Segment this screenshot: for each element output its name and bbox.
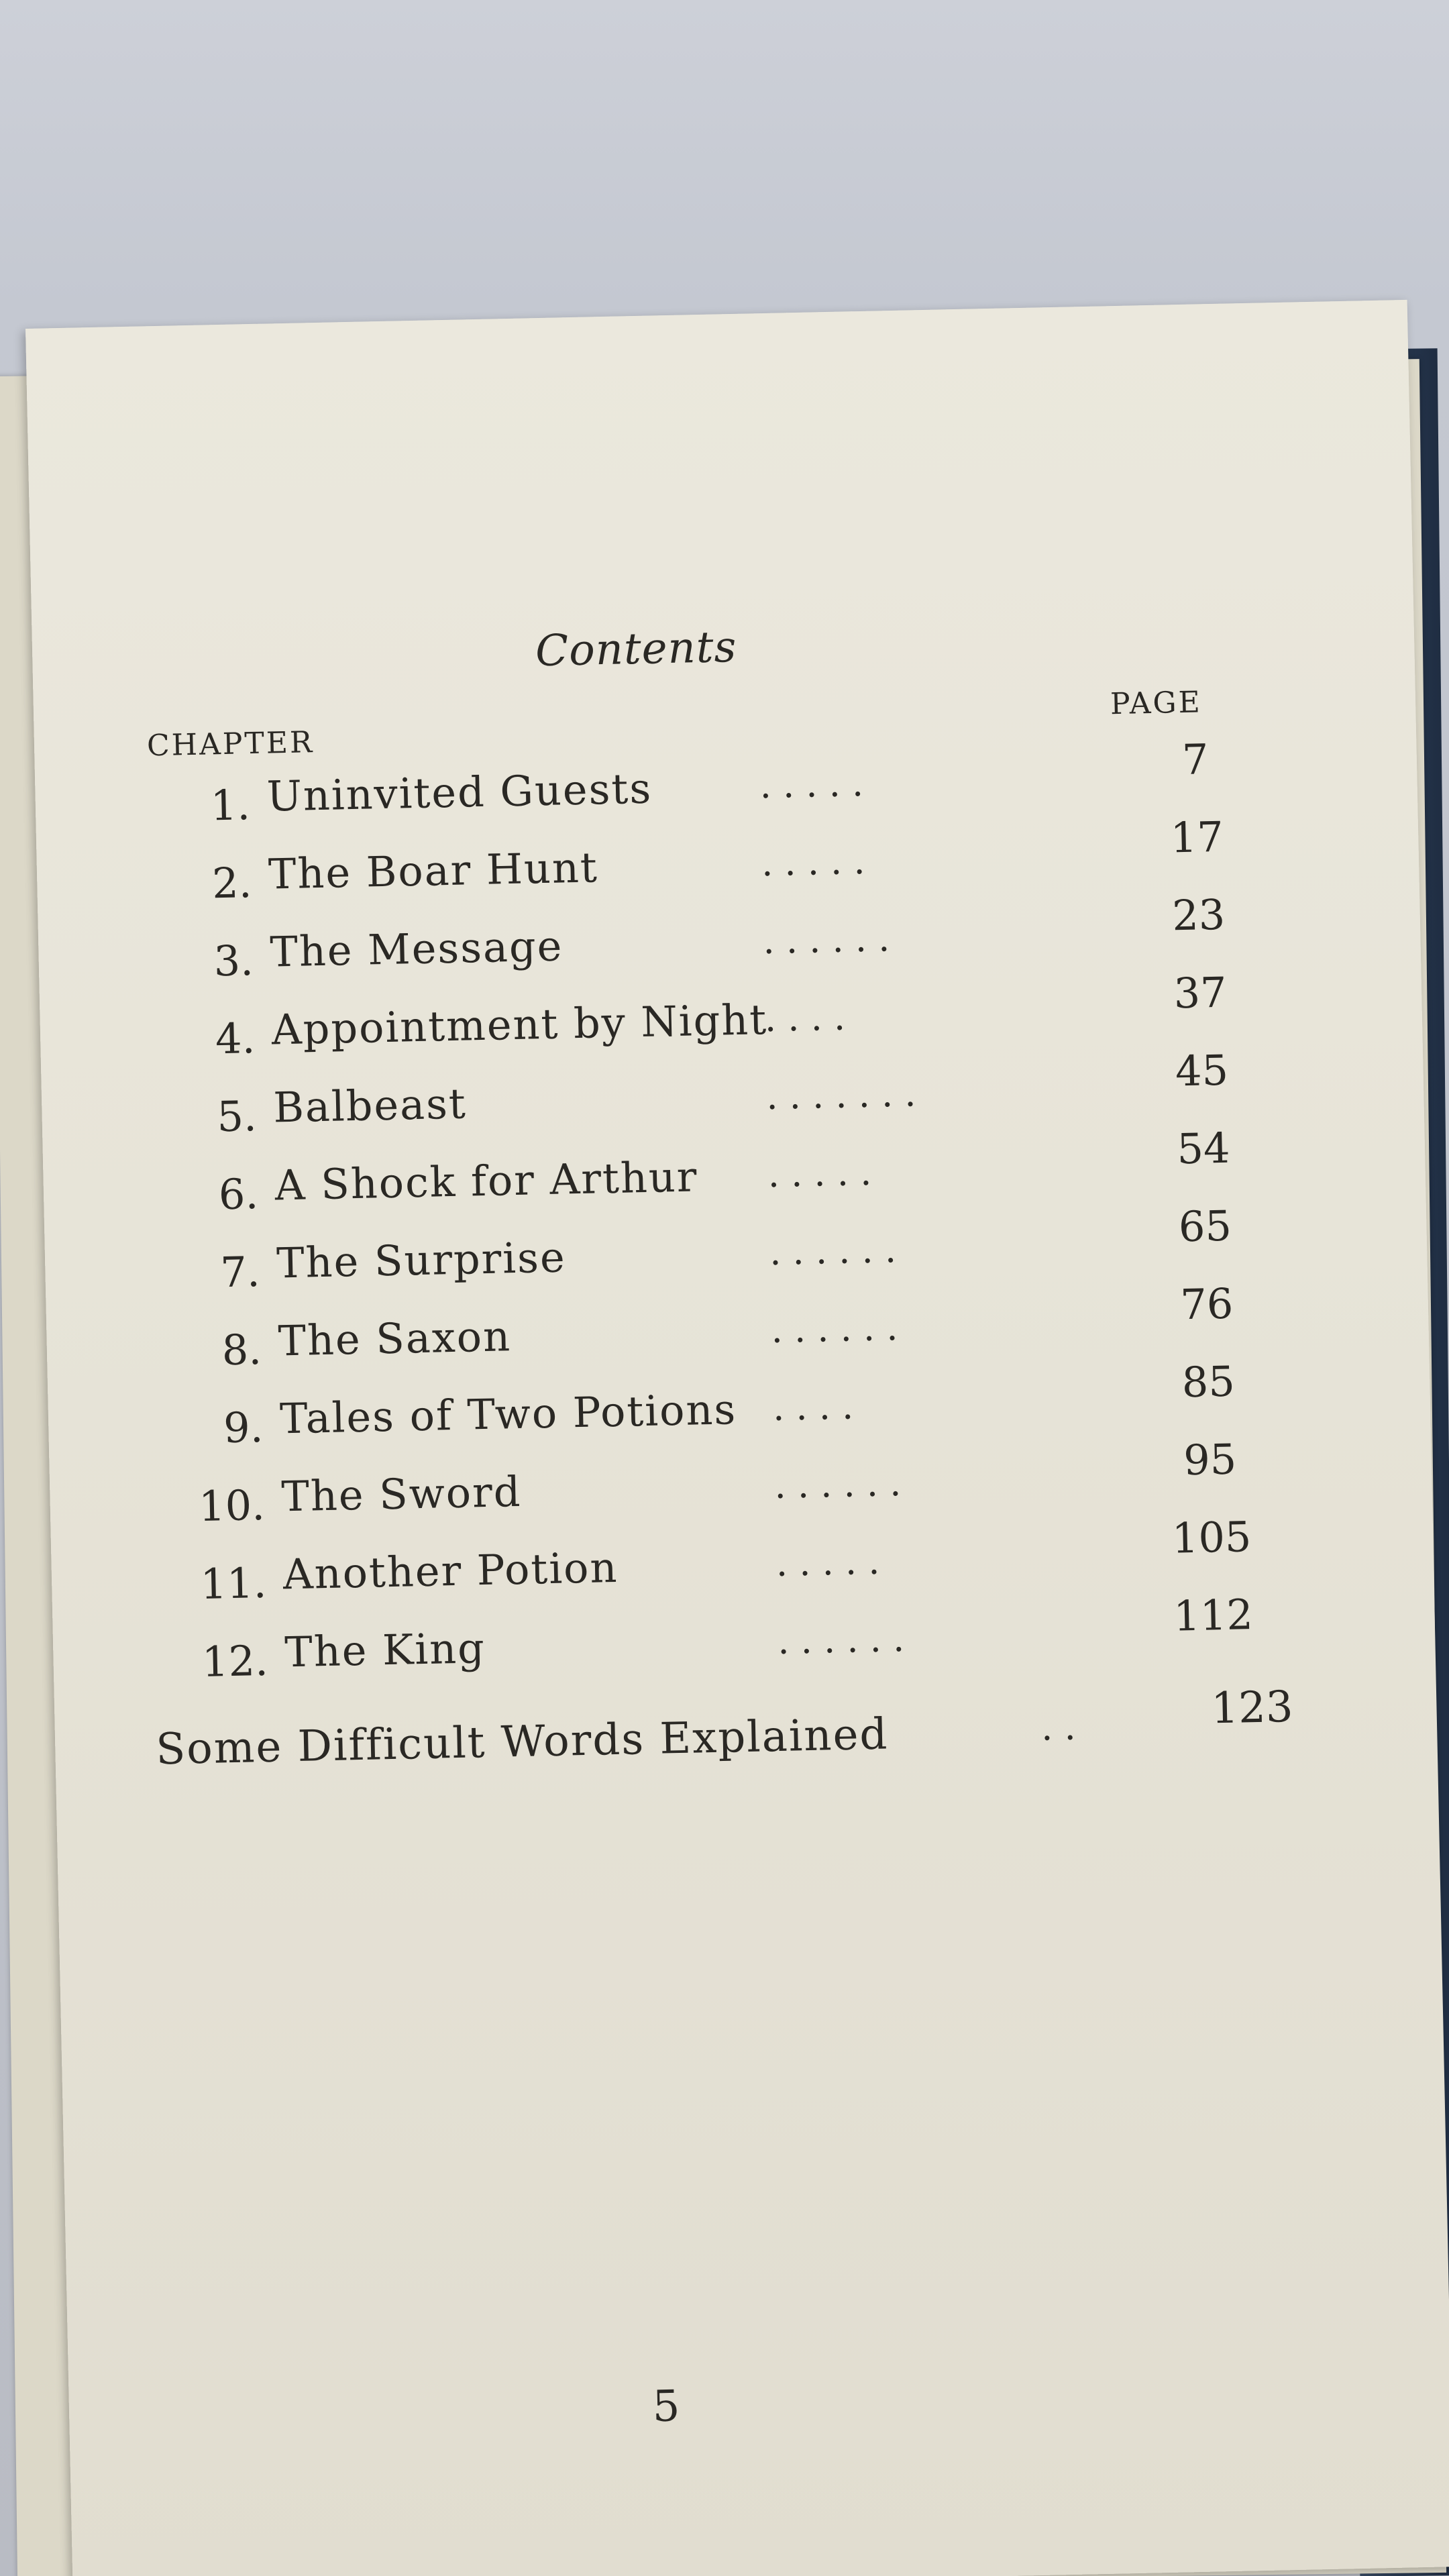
chapter-number: 12. [201,1635,269,1686]
page-content [25,300,1449,2576]
dot-leader: . . . . . [761,839,866,885]
dot-leader: . . . . . . [762,917,890,963]
chapter-title: Appointment by Night [271,995,768,1055]
chapter-page-number: 23 [1171,890,1226,941]
chapter-page-number: 54 [1176,1123,1231,1174]
chapter-number: 11. [199,1558,267,1609]
appendix-entry [155,1682,1311,1805]
chapter-title: The Boar Hunt [268,843,599,899]
chapter-title: The Sword [280,1466,523,1521]
chapter-page-number: 76 [1179,1279,1234,1330]
chapter-number: 8. [221,1324,262,1375]
dot-leader: . . . . . [775,1540,880,1585]
chapter-number: 2. [211,858,253,908]
chapter-title: The King [284,1623,486,1677]
chapter-page-number: 85 [1181,1356,1236,1407]
chapter-number: 9. [223,1402,264,1453]
chapter-page-number: 17 [1170,812,1224,863]
page-title: Contents [535,622,737,677]
appendix-title: Some Difficult Words Explained [155,1709,890,1775]
chapter-title: Uninvited Guests [266,763,653,821]
chapter-title: The Saxon [277,1311,512,1366]
chapter-number: 10. [198,1480,266,1531]
book-page [25,300,1449,2576]
dot-leader: . . . . [772,1385,854,1430]
folio: 5 [651,2381,681,2432]
appendix-page-number: 123 [1210,1682,1294,1734]
chapter-title: The Surprise [276,1232,567,1288]
chapter-column-label: CHAPTER [146,725,315,763]
chapter-number: 5. [216,1091,258,1142]
dot-leader: . . [1040,1705,1077,1749]
dot-leader: . . . . . . [773,1462,902,1507]
dot-leader: . . . . . . [777,1617,905,1662]
page-column-label: PAGE [1110,685,1203,722]
dot-leader: . . . . . [767,1150,872,1196]
chapter-title: The Message [269,921,564,977]
chapter-page-number: 95 [1183,1434,1237,1485]
chapter-number: 7. [219,1246,261,1297]
dot-leader: . . . . . . [769,1228,897,1274]
chapter-title: Balbeast [272,1079,468,1132]
chapter-page-number: 37 [1173,967,1228,1018]
dot-leader: . . . . . [759,761,864,807]
dot-leader: . . . . . . . [765,1072,916,1118]
chapter-number: 6. [218,1169,259,1220]
chapter-page-number: 105 [1171,1512,1252,1563]
chapter-page-number: 112 [1173,1590,1254,1641]
chapter-number: 1. [210,780,251,830]
chapter-page-number: 45 [1175,1045,1229,1096]
chapter-title: Another Potion [282,1542,619,1599]
chapter-page-number: 7 [1181,735,1210,785]
dot-leader: . . . . . . [770,1306,898,1352]
dot-leader: . . . . [764,996,846,1040]
chapter-title: A Shock for Arthur [274,1152,699,1210]
chapter-number: 3. [213,936,254,986]
chapter-title: Tales of Two Potions [279,1385,737,1444]
chapter-number: 4. [215,1014,256,1064]
chapter-page-number: 65 [1178,1201,1232,1252]
